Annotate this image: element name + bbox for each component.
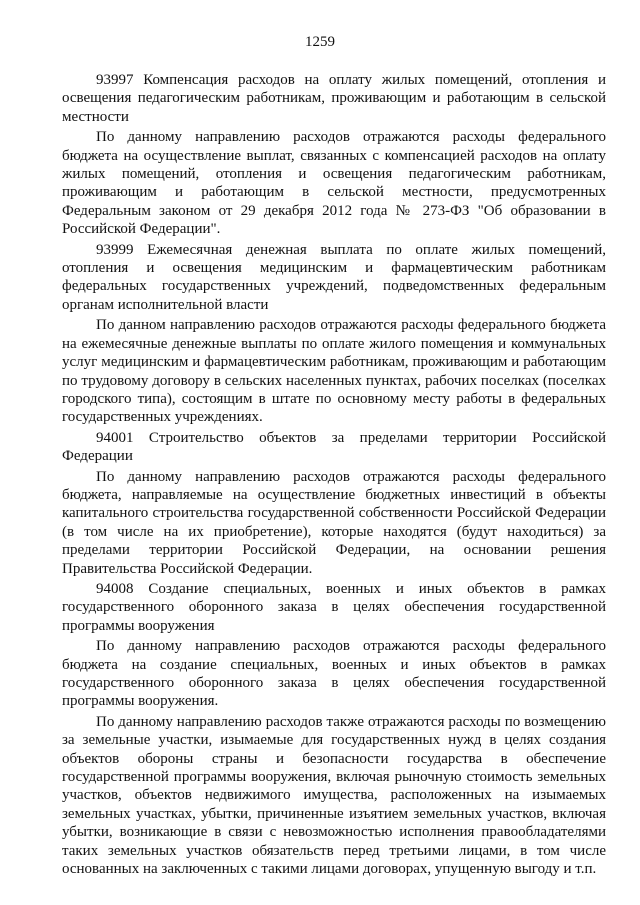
paragraph-94008-additional: По данному направлению расходов также отражаются расходы по возмещению за земельные участки, изымаемые для государственных нужд в целях создания объектов обороны страны и безопасности государства в обеспечение государственной программы вооружения, включая рыночную стоимость земельных участков, объектов недвижимого имущества, расположенных на изымаемых земельных участках, убытки, причиненные изъятием земельных участков, включая убытки, возникающие в связи с невозможностью исполнения правообладателями таких земельных участков обязательств перед третьими лицами, в том числе основанных на заключенных с такими лицами договорах, упущенную выгоду и т.п. [62, 713, 606, 878]
paragraph-94008-description: По данному направлению расходов отражаются расходы федерального бюджета на создание специальных, военных и иных объектов в рамках государственного оборонного заказа в целях обеспечения государственной программы вооружения. [62, 638, 606, 710]
paragraph-94001-description: По данному направлению расходов отражаются расходы федерального бюджета, направляемые на осуществление бюджетных инвестиций в объекты капитального строительства государственной собственности Российской Федерации (в том числе на их приобретение), которые находятся (будут находиться) за пределами территории Российской Федерации, на основании решения Правительства Российской Федерации. [62, 468, 606, 577]
section-heading-94008: 94008 Создание специальных, военных и иных объектов в рамках государственного оборонного заказа в целях обеспечения государственной программы вооружения [62, 580, 606, 634]
section-heading-93997: 93997 Компенсация расходов на оплату жилых помещений, отопления и освещения педагогическим работникам, проживающим и работающим в сельской местности [62, 72, 606, 125]
section-heading-94001: 94001 Строительство объектов за пределами территории Российской Федерации [62, 429, 606, 465]
document-body [62, 71, 606, 880]
section-heading-93999: 93999 Ежемесячная денежная выплата по оплате жилых помещений, отопления и освещения медицинским и фармацевтическим работникам федеральных государственных учреждений, подведомственных федеральным органам исполнительной власти [62, 241, 606, 313]
paragraph-93999-description: По данном направлению расходов отражаются расходы федерального бюджета на ежемесячные денежные выплаты по оплате жилого помещения и коммунальных услуг медицинским и фармацевтическим работникам, проживающим и работающим по трудовому договору в сельских населенных пунктах, рабочих поселках (поселках городского типа), состоящим в штате по основному месту работы в федеральных государственных учреждениях. [62, 317, 606, 426]
paragraph-93997-description: По данному направлению расходов отражаются расходы федерального бюджета на осуществление выплат, связанных с компенсацией расходов на оплату жилых помещений, отопления и освещения педагогическим работникам, проживающим и работающим в сельской местности, предусмотренных Федеральным законом от 29 декабря 2012 года № 273-ФЗ "Об образовании в Российской Федерации". [62, 129, 606, 238]
page-number: 1259 [305, 34, 335, 50]
